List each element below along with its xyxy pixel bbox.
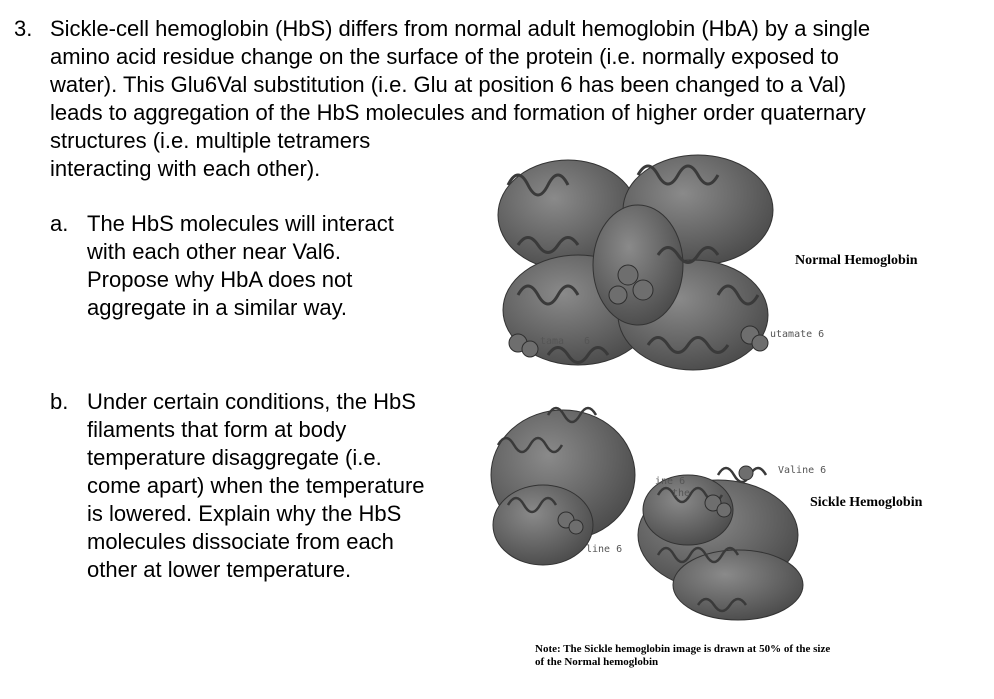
sickle-residue-mid2-label: the [672,488,691,499]
part-b-line: filaments that form at body [87,417,347,442]
figure-note-line: Note: The Sickle hemoglobin image is drawn at 50% of the size [535,643,831,655]
sickle-hemoglobin-structure-image [488,395,808,625]
part-b-line: temperature disaggregate (i.e. [87,445,382,470]
part-b-line: Under certain conditions, the HbS [87,389,416,414]
part-b-line: is lowered. Explain why the HbS [87,501,402,526]
part-a-line: aggregate in a similar way. [87,295,348,320]
part-a-line: with each other near Val6. [87,239,341,264]
sickle-residue-mid-label: ine 6 [655,476,686,487]
question-line: water). This Glu6Val substitution (i.e. Glu at position 6 has been changed to a Val) [50,72,847,97]
sickle-residue-bottom-left-label: line 6 [586,544,623,555]
part-b-line: molecules dissociate from each [87,529,394,554]
question-line: Sickle-cell hemoglobin (HbS) differs from normal adult hemoglobin (HbA) by a single [50,16,871,41]
normal-residue-left-label: tama [540,336,565,347]
question-line: interacting with each other). [50,156,321,181]
normal-hemoglobin-label: Normal Hemoglobin [795,253,918,268]
sickle-hemoglobin-label: Sickle Hemoglobin [810,495,923,510]
part-b-line: come apart) when the temperature [87,473,425,498]
question-number: 3. [14,16,33,41]
part-a-line: Propose why HbA does not [87,267,353,292]
normal-residue-left-number: 6 [584,336,591,347]
figure-note-line: of the Normal hemoglobin [535,656,659,668]
sickle-residue-top-right-label: Valine 6 [778,465,827,476]
normal-residue-right-label: utamate 6 [770,329,825,340]
normal-hemoglobin-structure-image [488,145,788,385]
part-b-letter: b. [50,389,69,414]
question-line: amino acid residue change on the surface of the protein (i.e. normally exposed to [50,44,839,69]
part-a-letter: a. [50,211,69,236]
question-line: leads to aggregation of the HbS molecules and formation of higher order quaternary [50,100,866,125]
part-a-line: The HbS molecules will interact [87,211,394,236]
question-line: structures (i.e. multiple tetramers [50,128,371,153]
part-b-line: other at lower temperature. [87,557,352,582]
